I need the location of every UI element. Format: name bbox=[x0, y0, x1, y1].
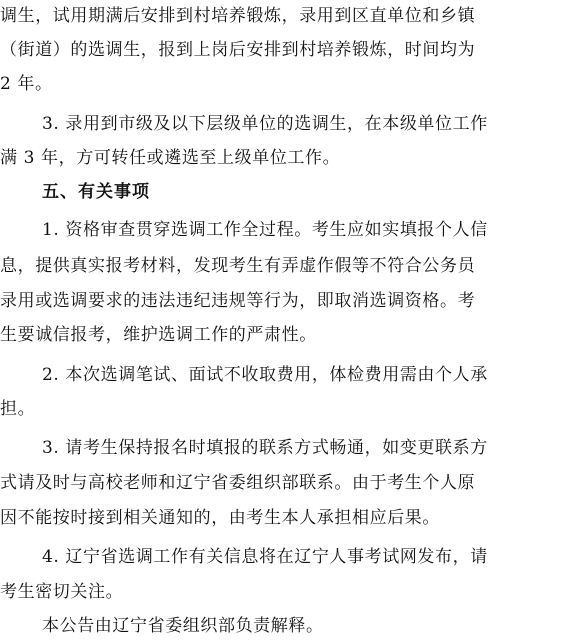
text-line-4: 3. 录用到市级及以下层级单位的选调生，在本级单位工作 bbox=[42, 114, 488, 134]
text-line-1: 调生，试用期满后安排到村培养锻炼，录用到区直单位和乡镇 bbox=[0, 6, 476, 26]
text-line-14: 式请及时与高校老师和辽宁省委组织部联系。由于考生个人原 bbox=[0, 473, 476, 493]
text-line-2: （街道）的选调生，报到上岗后安排到村培养锻炼，时间均为 bbox=[0, 40, 476, 60]
text-line-17: 考生密切关注。 bbox=[0, 582, 124, 602]
text-line-16: 4. 辽宁省选调工作有关信息将在辽宁人事考试网发布，请 bbox=[42, 547, 488, 567]
section-heading: 五、有关事项 bbox=[42, 182, 150, 202]
text-line-11: 2. 本次选调笔试、面试不收取费用，体检费用需由个人承 bbox=[42, 365, 488, 385]
text-line-18: 本公告由辽宁省委组织部负责解释。 bbox=[42, 616, 324, 636]
text-line-7: 1. 资格审查贯穿选调工作全过程。考生应如实填报个人信 bbox=[42, 220, 488, 240]
text-line-9: 录用或选调要求的违法违纪违规等行为，即取消选调资格。考 bbox=[0, 291, 476, 311]
text-line-8: 息，提供真实报考材料，发现考生有弄虚作假等不符合公务员 bbox=[0, 256, 476, 276]
text-line-12: 担。 bbox=[0, 399, 36, 419]
text-line-10: 生要诚信报考，维护选调工作的严肃性。 bbox=[0, 325, 317, 345]
text-line-15: 因不能按时接到相关通知的，由考生本人承担相应后果。 bbox=[0, 508, 440, 528]
text-line-5: 满 3 年，方可转任或遴选至上级单位工作。 bbox=[0, 148, 341, 168]
text-line-13: 3. 请考生保持报名时填报的联系方式畅通，如变更联系方 bbox=[42, 438, 488, 458]
text-line-3: 2 年。 bbox=[0, 74, 53, 94]
